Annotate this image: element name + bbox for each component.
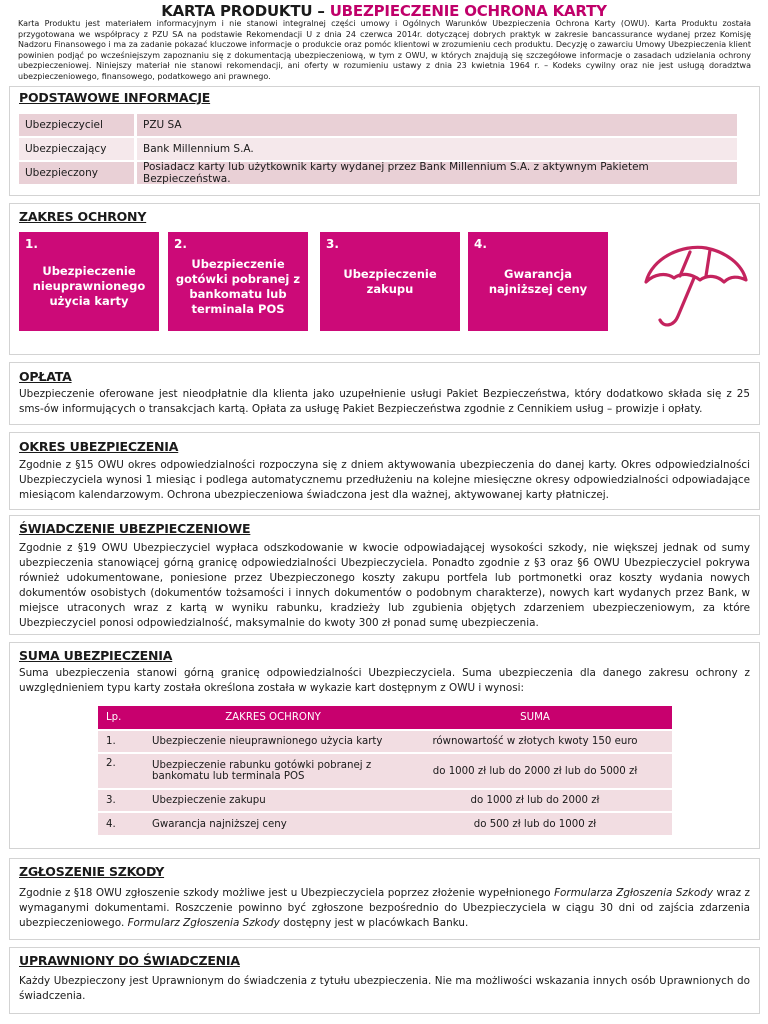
scope-tile-number: 3. (326, 237, 339, 251)
scope-heading: ZAKRES OCHRONY (19, 209, 147, 224)
entitled-text: Każdy Ubezpieczony jest Uprawnionym do świadczenia z tytułu ubezpieczenia. Nie ma możliwości wskazania innych osób Uprawnionych do świadczenia. (19, 975, 750, 1002)
sum-table-header (98, 706, 672, 730)
fee-section (9, 362, 760, 425)
scope-section (9, 203, 760, 355)
claim-form-name: Formularz Zgłoszenia Szkody (127, 917, 280, 929)
sum-text: Suma ubezpieczenia stanowi górną granicę odpowiedzialności Ubezpieczyciela. Suma ubezpieczenia dla danego zakresu ochrony z uwzględnieniem typu karty została określona została w wykazie kart dostępnym z OWU i wynosi: (19, 667, 750, 694)
sum-table (98, 706, 672, 835)
claim-text-part: wraz z wymaganymi dokumentami. Roszczenie powinno być zgłoszone bezpośrednio do Ubezpieczyciela w ciągu 30 dni od zajścia zdarzenia ubezpieczeniowego. (19, 887, 751, 929)
claim-form-name: Formularza Zgłoszenia Szkody (554, 887, 714, 899)
sum-row-suma: do 1000 zł lub do 2000 zł (398, 789, 672, 812)
claim-text-part: dostępny jest w placówkach Banku. (279, 917, 469, 929)
page-title (0, 2, 768, 20)
sum-col-lp: Lp. (98, 706, 148, 730)
sum-row-zakres: Ubezpieczenie nieuprawnionego użycia karty (148, 730, 398, 753)
sum-row-lp: 2. (98, 753, 148, 789)
sum-row-lp: 1. (98, 730, 148, 753)
period-section (9, 432, 760, 510)
period-text: Zgodnie z §15 OWU okres odpowiedzialności rozpoczyna się z dniem aktywowania ubezpieczenia do danej karty. Okres odpowiedzialności Ubezpieczyciela wynosi 1 miesiąc i podlega automatycznemu przedłużeniu na kolejne miesięczne okresy odpowiedzialności odpowiadające miesiącom kalendarzowym. Ochrona ubezpieczeniowa świadczona jest dla ważnej, aktywowanej karty płatniczej. (19, 459, 750, 501)
sum-row-suma: równowartość w złotych kwoty 150 euro (398, 730, 672, 753)
basic-info-label: Ubezpieczyciel (25, 119, 103, 131)
scope-tile-label: Ubezpieczenie nieuprawnionego użycia karty (32, 264, 146, 308)
scope-tile-label: Ubezpieczenie zakupu (343, 266, 437, 296)
fee-text: Ubezpieczenie oferowane jest nieodpłatnie dla klienta jako uzupełnienie usługi Pakiet Bezpieczeństwa, który dodatkowo składa się z 25 sms-ów informujących o transakcjach kartą. Opłata za usługę Pakiet Bezpieczeństwa zgodnie z Cennikiem usług – prowizje i opłaty. (19, 388, 750, 415)
scope-tile (320, 232, 460, 331)
sum-row-zakres: Gwarancja najniższej ceny (148, 812, 398, 835)
basic-info-row (19, 114, 737, 136)
table-row (98, 753, 672, 789)
sum-col-zakres: ZAKRES OCHRONY (148, 706, 398, 730)
basic-info-label: Ubezpieczony (25, 167, 98, 179)
scope-tile-label: Gwarancja najniższej ceny (488, 266, 588, 296)
title-accent: UBEZPIECZENIE OCHRONA KARTY (329, 2, 607, 20)
claim-heading: ZGŁOSZENIE SZKODY (19, 864, 165, 879)
entitled-section (9, 947, 760, 1014)
basic-info-section (9, 86, 760, 196)
sum-row-suma: do 1000 zł lub do 2000 zł lub do 5000 zł (398, 753, 672, 789)
table-row (98, 730, 672, 753)
scope-tile-label: Ubezpieczenie gotówki pobranej z bankomatu lub terminala POS (175, 256, 301, 316)
scope-tile (19, 232, 159, 331)
intro-text: Karta Produktu jest materiałem informacyjnym i nie stanowi integralnej części umowy i Ogólnych Warunków Ubezpieczenia Ochrona Karty (OWU). Karta Produktu została przygotowana we współpracy z PZU SA na podstawie Rekomendacji U z dnia 24 czerwca 2014r. dotyczącej dobrych praktyk w zakresie bancassurance wydanej przez Komisję Nadzoru Finansowego i ma za zadanie pokazać kluczowe informacje o produkcie oraz pomóc klientowi w zrozumieniu cech produktu. Decyzję o zawarciu Umowy Ubezpieczenia klient powinien podjąć po wcześniejszym zapoznaniu się z dokumentacją ubezpieczeniową, w tym z OWU, w których znajdują się szczegółowe informacje o zasadach udzielania ochrony ubezpieczeniowej. Niniejszy materiał nie stanowi rekomendacji, ani oferty w rozumieniu ustawy z dnia 23 kwietnia 1964 r. – Kodeks cywilny oraz nie jest usługą doradztwa ubezpieczeniowego, finansowego, podatkowego ani prawnego. (18, 19, 751, 81)
claim-text (19, 886, 750, 931)
basic-info-value: PZU SA (134, 114, 737, 136)
sum-row-lp: 3. (98, 789, 148, 812)
claim-text-part: Zgodnie z §18 OWU zgłoszenie szkody możliwe jest u Ubezpieczyciela poprzez złożenie wypełnionego (19, 887, 555, 899)
basic-info-row (19, 162, 737, 184)
title-prefix: KARTA PRODUKTU – (161, 2, 330, 20)
fee-heading: OPŁATA (19, 369, 72, 384)
umbrella-icon (634, 236, 752, 336)
sum-row-lp: 4. (98, 812, 148, 835)
scope-tile (168, 232, 308, 331)
basic-info-value: Posiadacz karty lub użytkownik karty wydanej przez Bank Millennium S.A. z aktywnym Pakietem Bezpieczeństwa. (134, 162, 737, 184)
entitled-heading: UPRAWNIONY DO ŚWIADCZENIA (19, 953, 240, 968)
benefit-heading: ŚWIADCZENIE UBEZPIECZENIOWE (19, 521, 251, 536)
basic-info-label: Ubezpieczający (25, 143, 107, 155)
sum-col-suma: SUMA (398, 706, 672, 730)
sum-row-suma: do 500 zł lub do 1000 zł (398, 812, 672, 835)
sum-row-zakres: Ubezpieczenie zakupu (148, 789, 398, 812)
table-row (98, 789, 672, 812)
scope-tile-number: 1. (25, 237, 38, 251)
scope-tile-number: 4. (474, 237, 487, 251)
scope-tile-number: 2. (174, 237, 187, 251)
scope-tile (468, 232, 608, 331)
basic-info-value: Bank Millennium S.A. (134, 138, 737, 160)
claim-section (9, 858, 760, 940)
sum-heading: SUMA UBEZPIECZENIA (19, 648, 173, 663)
basic-info-heading: PODSTAWOWE INFORMACJE (19, 90, 211, 105)
basic-info-row (19, 138, 737, 160)
table-row (98, 812, 672, 835)
sum-row-zakres: Ubezpieczenie rabunku gotówki pobranej z bankomatu lub terminala POS (148, 753, 398, 789)
period-heading: OKRES UBEZPIECZENIA (19, 439, 179, 454)
benefit-text: Zgodnie z §19 OWU Ubezpieczyciel wypłaca odszkodowanie w kwocie odpowiadającej wysokości szkody, nie większej jednak od sumy ubezpieczenia stanowiącej górną granicę odpowiedzialności Ubezpieczyciela. Ponadto zgodnie z §3 oraz §6 OWU Ubezpieczyciel pokrywa również udokumentowane, poniesione przez Ubezpieczonego koszty zakupu portfela lub portmonetki oraz koszty wydania nowych dokumentów osobistych (dokumentów tożsamości i innych dokumentów o podobnym charakterze), nowych kart wydanych przez Bank, w miejsce utraconych wraz z kartą w wyniku rabunku, kradzieży lub zgubienia objętych zdarzeniem ubezpieczeniowym, za które Ubezpieczyciel ponosi odpowiedzialność, maksymalnie do kwoty 300 zł ponad sumę ubezpieczenia. (19, 542, 750, 629)
benefit-section (9, 515, 760, 635)
